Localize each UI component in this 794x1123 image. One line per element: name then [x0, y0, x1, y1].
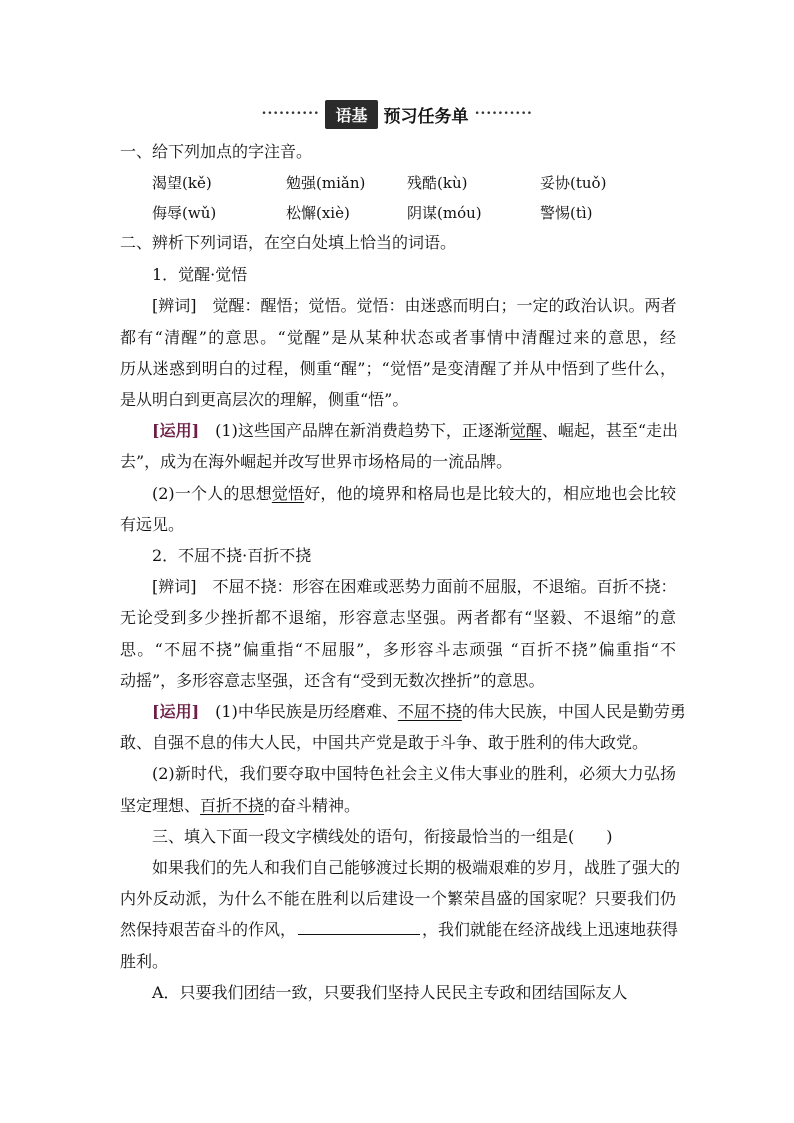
q1-word: 渴望(kě) — [152, 174, 212, 192]
q1-row-1 — [152, 172, 676, 192]
q2-item1-bianci-line: 历从迷惑到明白的过程，侧重“醒”；“觉悟”是变清醒了并从中悟到了些什么， — [120, 359, 676, 378]
q2-item2-heading: 2．不屈不挠·百折不挠 — [152, 546, 312, 565]
section-banner — [0, 101, 794, 127]
answer-underlined: 觉醒 — [509, 421, 542, 440]
q2-item2-bianci-line: 思。“不屈不挠”偏重指“不屈服”，多形容斗志顽强 “百折不挠”偏重指“不 — [120, 640, 676, 659]
answer-blank[interactable] — [298, 920, 420, 935]
example-text: 、崛起，甚至“走出 — [541, 421, 679, 440]
q2-item2-bianci-line — [152, 577, 676, 597]
bianci-label: [辨词] — [152, 296, 197, 315]
q3-option-a: A．只要我们团结一致，只要我们坚持人民民主专政和团结国际友人 — [152, 983, 628, 1002]
q2-item1-example-2-cont: 有远见。 — [120, 515, 185, 534]
q1-word: 勉强(miǎn) — [286, 174, 366, 192]
q3-title: 三、填入下面一段文字横线处的语句，衔接最恰当的一组是( ) — [152, 827, 613, 846]
q3-passage-line: 胜利。 — [120, 952, 169, 971]
answer-underlined: 百折不挠 — [200, 796, 265, 815]
banner-tag: 语基 — [325, 100, 377, 129]
q1-word: 松懈(xiè) — [286, 204, 350, 222]
banner-title: 预习任务单 — [383, 106, 469, 127]
q2-item2-example-2: (2)新时代，我们要夺取中国特色社会主义伟大事业的胜利，必须大力弘扬 — [152, 764, 676, 783]
answer-underlined: 觉悟 — [271, 484, 305, 503]
yunyong-label: [运用] — [152, 421, 200, 440]
answer-underlined: 不屈不挠 — [397, 702, 462, 721]
example-text: (1)这些国产品牌在新消费趋势下，正逐渐 — [215, 421, 510, 440]
passage-text: 然保持艰苦奋斗的作风， — [120, 920, 297, 939]
example-text: 坚定理想、 — [120, 796, 201, 815]
example-text: 的伟大民族，中国人民是勤劳勇 — [461, 702, 686, 721]
q1-word: 残酷(kù) — [407, 174, 468, 192]
example-text: 的奋斗精神。 — [264, 796, 361, 815]
q2-item2-example-1 — [152, 702, 686, 722]
example-text: (2)一个人的思想 — [152, 484, 272, 503]
q1-word: 警惕(tì) — [540, 204, 593, 222]
q2-item2-bianci-line: 无论受到多少挫折都不退缩，形容意志坚强。两者都有“坚毅、不退缩”的意 — [120, 608, 676, 627]
yunyong-label: [运用] — [152, 702, 200, 721]
q2-item1-bianci-line: 是从明白到更高层次的理解，侧重“悟”。 — [120, 390, 409, 409]
banner-dots-left: •••••••••• — [261, 109, 320, 119]
q2-item1-bianci-line: 都有“清醒”的意思。“觉醒”是从某种状态或者事情中清醒过来的意思，经 — [120, 328, 676, 347]
passage-text: ，我们就能在经济战线上迅速地获得 — [422, 920, 679, 939]
bianci-text: 不屈不挠：形容在困难或恶势力面前不屈服，不退缩。百折不挠： — [212, 577, 677, 596]
q2-item1-heading: 1．觉醒·觉悟 — [152, 265, 248, 284]
q1-word: 阴谋(móu) — [407, 204, 482, 222]
q1-word: 妥协(tuǒ) — [540, 174, 607, 192]
q2-item1-bianci-line — [152, 296, 676, 316]
q2-item1-example-1-cont: 去”，成为在海外崛起并改写世界市场格局的一流品牌。 — [120, 452, 513, 471]
bianci-text: 觉醒：醒悟；觉悟。觉悟：由迷惑而明白；一定的政治认识。两者 — [212, 296, 677, 315]
bianci-label: [辨词] — [152, 577, 197, 596]
q2-item1-example-1 — [152, 421, 679, 441]
q3-passage-line — [120, 920, 679, 940]
q2-title: 二、辨析下列词语，在空白处填上恰当的词语。 — [120, 233, 457, 252]
example-text: 好，他的境界和格局也是比较大的，相应地也会比较 — [304, 484, 676, 503]
q1-row-2 — [152, 202, 676, 222]
q3-passage-line: 如果我们的先人和我们自己能够渡过长期的极端艰难的岁月，战胜了强大的 — [152, 858, 681, 877]
banner-dots-right: •••••••••• — [474, 109, 533, 119]
q2-item2-example-1-cont: 敢、自强不息的伟大人民，中国共产党是敢于斗争、敢于胜利的伟大政党。 — [120, 733, 649, 752]
q2-item2-example-2-cont — [120, 796, 676, 816]
q1-title: 一、给下列加点的字注音。 — [120, 142, 313, 161]
q2-item2-bianci-line: 动摇”，多形容意志坚强，还含有“受到无数次挫折”的意思。 — [120, 671, 545, 690]
q1-word: 侮辱(wǔ) — [152, 204, 217, 222]
q3-passage-line: 内外反动派，为什么不能在胜利以后建设一个繁荣昌盛的国家呢？只要我们仍 — [120, 889, 676, 908]
q2-item1-example-2 — [152, 484, 676, 504]
example-text: (1)中华民族是历经磨难、 — [215, 702, 398, 721]
